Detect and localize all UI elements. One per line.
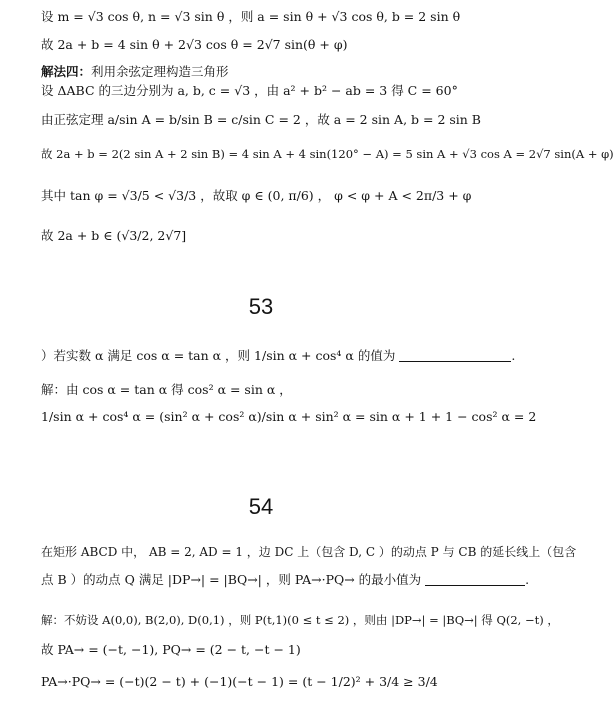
method3-line-2: 故 2a + b = 4 sin θ + 2√3 cos θ = 2√7 sin(θ + φ) — [41, 37, 348, 52]
method4-heading: 解法四： — [41, 64, 92, 79]
method4-line-4: 其中 tan φ = √3/5 < √3/3 ，故取 φ ∈ (0, π/6) ， φ < φ + A < 2π/3 + φ — [41, 188, 472, 203]
answer-blank-53 — [399, 347, 511, 362]
method4-line-3: 故 2a + b = 2(2 sin A + 2 sin B) = 4 sin A + 4 sin(120° − A) = 5 sin A + √3 cos A = 2√7 sin(A + φ) — [41, 147, 614, 161]
problem-54-solution-1: 解：不妨设 A(0,0), B(2,0), D(0,1) ，则 P(t,1)(0 ≤ t ≤ 2) ，则由 |DP→| = |BQ→| 得 Q(2, −t) ， — [41, 613, 559, 627]
method4-heading-text: 利用余弦定理构造三角形 — [91, 64, 229, 79]
problem-54-number: 54 — [248, 494, 274, 519]
method4-line-1: 设 ΔABC 的三边分别为 a, b, c = √3 ，由 a² + b² − ab = 3 得 C = 60° — [41, 83, 458, 98]
problem-54-question-2 — [41, 571, 529, 589]
problem-53-number: 53 — [248, 294, 274, 319]
problem-53-solution-2: 1/sin α + cos⁴ α = (sin² α + cos² α)/sin α + sin² α = sin α + 1 + 1 − cos² α = 2 — [41, 409, 537, 424]
answer-blank-54 — [425, 571, 525, 586]
problem-54-solution-2: 故 PA→ = (−t, −1), PQ→ = (2 − t, −t − 1) — [41, 642, 301, 657]
problem-53-question-end: . — [511, 348, 516, 363]
problem-53-question — [41, 347, 515, 365]
method4-line-2: 由正弦定理 a/sin A = b/sin B = c/sin C = 2 ，故 a = 2 sin A, b = 2 sin B — [41, 112, 481, 127]
problem-54-question-end: . — [525, 572, 530, 587]
method4-line-5: 故 2a + b ∈ (√3/2, 2√7] — [41, 228, 187, 243]
method4-heading-line — [41, 63, 229, 81]
problem-54-question-text: 点 B ）的动点 Q 满足 |DP→| = |BQ→| ，则 PA→·PQ→ 的最小值为 — [41, 572, 422, 587]
problem-53-solution-1: 解：由 cos α = tan α 得 cos² α = sin α ， — [41, 382, 292, 397]
problem-54-solution-3: PA→·PQ→ = (−t)(2 − t) + (−1)(−t − 1) = (t − 1/2)² + 3/4 ≥ 3/4 — [41, 674, 438, 689]
problem-54-question-1: 在矩形 ABCD 中， AB = 2, AD = 1 ，边 DC 上（包含 D, C ）的动点 P 与 CB 的延长线上（包含 — [41, 545, 577, 559]
problem-53-question-text: ）若实数 α 满足 cos α = tan α ，则 1/sin α + cos⁴ α 的值为 — [41, 348, 396, 363]
method3-line-1: 设 m = √3 cos θ, n = √3 sin θ ，则 a = sin θ + √3 cos θ, b = 2 sin θ — [41, 9, 461, 24]
